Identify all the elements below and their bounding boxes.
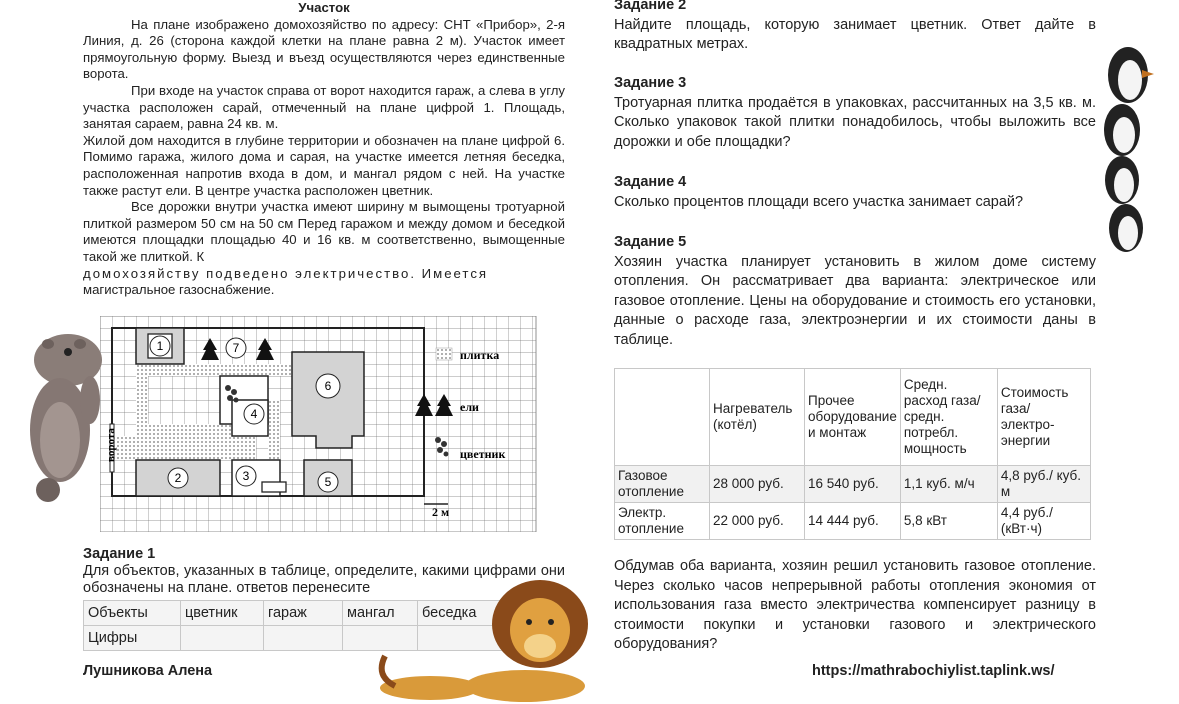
row-el-label: Электр. отопление (615, 503, 710, 540)
task-1-text: Для объектов, указанных в таблице, определите, какими цифрами они обозначены на плане. ответов перенесите (83, 563, 565, 596)
label-3: 3 (242, 469, 250, 483)
task-4-title: Задание 4 (614, 174, 687, 190)
legend-flowers: цветник (460, 447, 506, 461)
legend-trees: ели (460, 400, 479, 414)
th-4: Стоимость газа/ электро-энергии (997, 369, 1090, 466)
problem-statement (83, 0, 565, 299)
th-0 (615, 369, 710, 466)
cell-digits: Цифры (84, 626, 181, 651)
task-1-title: Задание 1 (83, 546, 156, 562)
label-6: 6 (324, 379, 332, 393)
paragraph-2: При входе на участок справа от ворот находится гараж, а слева в углу участка расположен сарай, отмеченный на плане цифрой 1. Площадь, занятая сараем, равна 24 кв. м. (83, 82, 565, 132)
label-7: 7 (232, 341, 240, 355)
th-2: Прочее оборудование и монтаж (805, 369, 901, 466)
row-el-other: 14 444 руб. (805, 503, 901, 540)
section-header: Участок (298, 0, 350, 15)
label-4: 4 (250, 407, 258, 421)
label-1: 1 (156, 339, 164, 353)
row-gas-heater: 28 000 руб. (710, 466, 805, 503)
task-3 (614, 74, 1096, 152)
task-2 (614, 0, 1096, 55)
row-el-price: 4,4 руб./ (кВт·ч) (997, 503, 1090, 540)
row-gas-other: 16 540 руб. (805, 466, 901, 503)
th-3: Средн. расход газа/ средн. потребл. мощность (900, 369, 997, 466)
row-gas-label: Газовое отопление (615, 466, 710, 503)
cell-grill: мангал (343, 601, 418, 626)
row-el-usage: 5,8 кВт (900, 503, 997, 540)
row-gas-usage: 1,1 куб. м/ч (900, 466, 997, 503)
task-2-title: Задание 2 (614, 0, 687, 13)
label-5: 5 (324, 475, 332, 489)
task-5-question: Обдумав оба варианта, хозяин решил установить газовое отопление. Через сколько часов непрерывной работы отопления экономия от использования газа вместо электричества компенсирует разницу в стоимости покупки и установки газового и электрического оборудования? (614, 558, 1096, 652)
label-2: 2 (174, 471, 182, 485)
heating-table (614, 368, 1091, 540)
scale-label: 2 м (432, 505, 450, 519)
author: Лушникова Алена (83, 663, 213, 679)
paragraph-4c: магистральное газоснабжение. (83, 282, 275, 298)
gate-label: ворота (105, 428, 117, 462)
task-4-text: Сколько процентов площади всего участка занимает сарай? (614, 193, 1024, 210)
paragraph-4b: домохозяйству подведено электричество. Имеется (83, 265, 489, 281)
task-5 (614, 233, 1096, 350)
cell-garage: гараж (264, 601, 343, 626)
site-plan (100, 316, 540, 532)
task-3-text: Тротуарная плитка продаётся в упаковках, рассчитанных на 3,5 кв. м. Сколько упаковок такой плитки понадобилось, чтобы выложить все дорожки и обе площадки? (614, 94, 1096, 150)
source-link[interactable]: https://mathrabochiylist.taplink.ws/ (812, 663, 1055, 679)
cell-flowerbed: цветник (181, 601, 264, 626)
paragraph-1: На плане изображено домохозяйство по адресу: СНТ «Прибор», 2-я Линия, д. 26 (сторона каждой клетки на плане равна 2 м). Участок имеет прямоугольную форму. Выезд и въезд осуществляются через единственные ворота. (83, 16, 565, 82)
row-gas-price: 4,8 руб./ куб. м (997, 466, 1090, 503)
task-2-text: Найдите площадь, которую занимает цветник. Ответ дайте в квадратных метрах. (614, 16, 1096, 52)
row-el-heater: 22 000 руб. (710, 503, 805, 540)
task-5-text: Хозяин участка планирует установить в жилом доме систему отопления. Он рассматривает два варианта: электрическое или газовое отопление. Цены на оборудование и стоимость его установки, данные о расходе газа, электроэнергии и их стоимости даны в таблице. (614, 253, 1096, 348)
legend-tiles: плитка (460, 348, 500, 362)
lion-illustration (375, 576, 610, 704)
cell-objects: Объекты (84, 601, 181, 626)
task-5-title: Задание 5 (614, 234, 687, 250)
th-1: Нагреватель (котёл) (710, 369, 805, 466)
penguins-illustration (1090, 40, 1170, 255)
paragraph-3: Жилой дом находится в глубине территории и обозначен на плане цифрой 6. Помимо гаража, жилого дома и сарая, на участке имеется летняя беседка, расположенная напротив входа в дом, и мангал рядом с ней. На участке также растут ели. В центре участка расположен цветник. (83, 132, 565, 198)
answer-cell[interactable] (264, 626, 343, 651)
paragraph-4: Все дорожки внутри участка имеют ширину м вымощены тротуарной плиткой размером 50 см на 50 см Перед гаражом и между домом и беседкой имеются площадки площадью 40 и 16 кв. м соответственно, вымощенные такой же плиткой. К (83, 199, 565, 264)
task-3-title: Задание 3 (614, 75, 687, 91)
cell-gazebo: беседка (418, 601, 511, 626)
hippo-illustration (18, 330, 110, 505)
answer-cell[interactable] (181, 626, 264, 651)
task-4 (614, 173, 1096, 212)
